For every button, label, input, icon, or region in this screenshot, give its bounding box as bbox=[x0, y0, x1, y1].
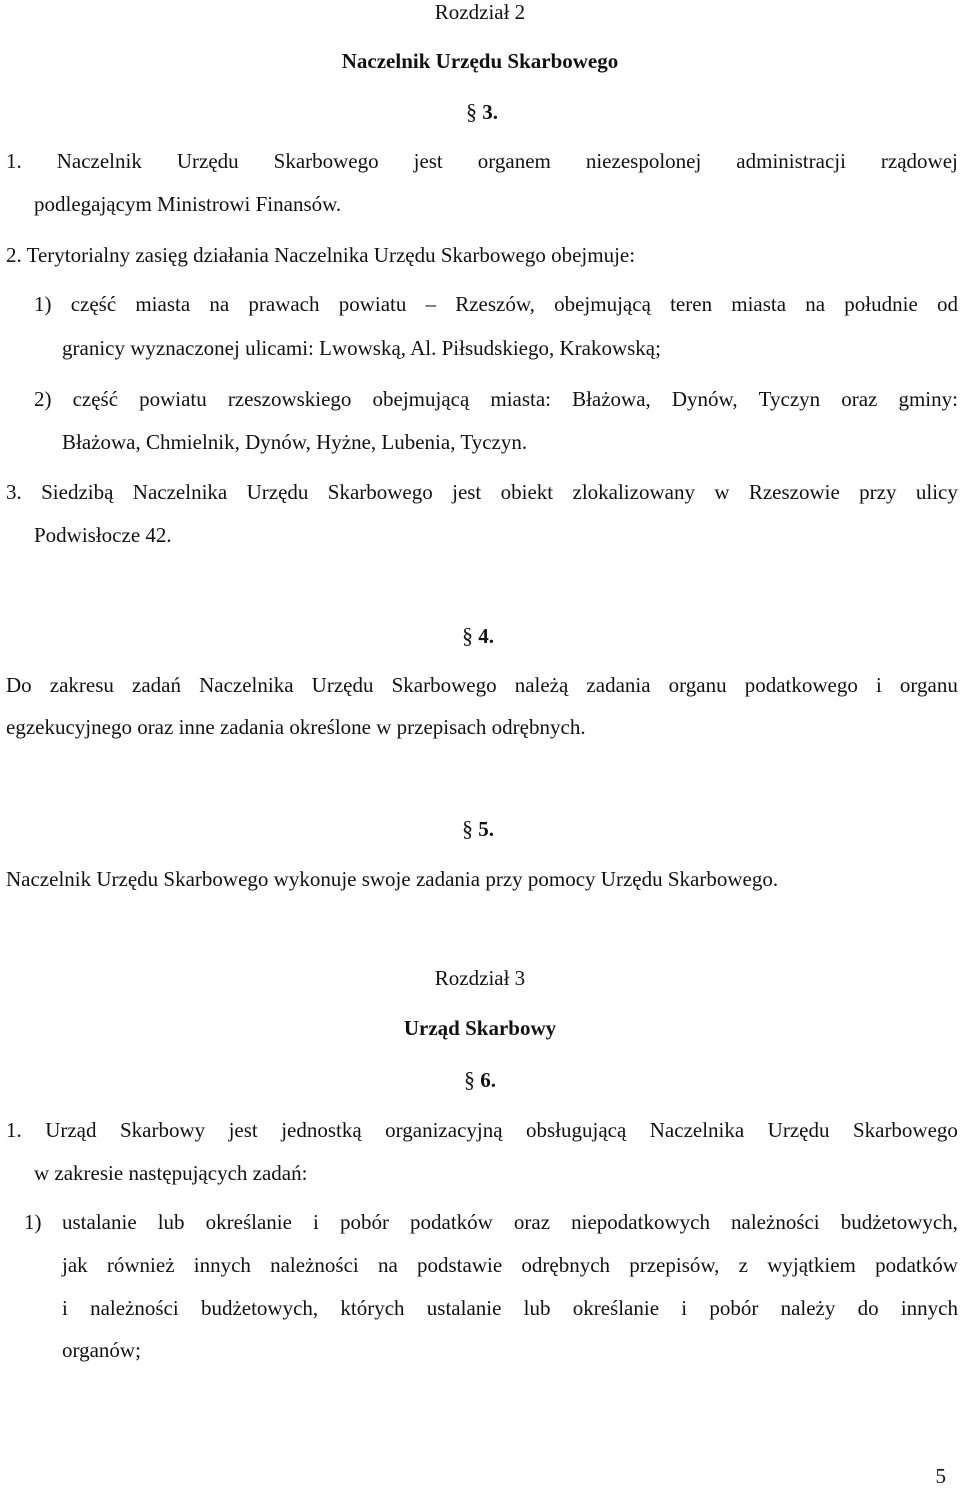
sec3-para3-line2: Podwisłocze 42. bbox=[34, 523, 172, 547]
word: przy bbox=[859, 480, 897, 504]
word: Urzędu bbox=[311, 673, 374, 697]
word: przepisów, bbox=[629, 1253, 720, 1277]
sec6-item1-line2 bbox=[62, 1255, 958, 1276]
word: jest bbox=[413, 149, 443, 173]
word: niezespolonej bbox=[585, 149, 702, 173]
word: Naczelnik bbox=[56, 149, 142, 173]
sec5-line1: Naczelnik Urzędu Skarbowego wykonuje swoje zadania przy pomocy Urzędu Skarbowego. bbox=[6, 867, 779, 891]
word: lub bbox=[523, 1296, 551, 1320]
chapter-2-title: Naczelnik Urzędu Skarbowego bbox=[341, 49, 619, 73]
word: należności bbox=[731, 1210, 820, 1234]
word: 2) bbox=[34, 387, 52, 411]
word: Skarbowego bbox=[852, 1118, 958, 1142]
word: Tyczyn bbox=[758, 387, 821, 411]
word: obejmującą bbox=[554, 292, 651, 316]
word: na bbox=[209, 292, 230, 316]
word: z bbox=[738, 1253, 748, 1277]
word: i bbox=[681, 1296, 688, 1320]
word: jest bbox=[452, 480, 482, 504]
word: należności bbox=[270, 1253, 359, 1277]
sec3-para3-line1 bbox=[6, 482, 958, 503]
word: Naczelnika bbox=[199, 673, 294, 697]
word: Rzeszowie bbox=[748, 480, 840, 504]
sec4-line2: egzekucyjnego oraz inne zadania określone w przepisach odrębnych. bbox=[6, 715, 586, 739]
word: obiekt bbox=[500, 480, 554, 504]
page-number: 5 bbox=[935, 1464, 946, 1488]
word: Skarbowego bbox=[327, 480, 433, 504]
word: Skarbowy bbox=[119, 1118, 206, 1142]
word: jest bbox=[228, 1118, 258, 1142]
section-sign: § bbox=[462, 623, 473, 648]
word: na bbox=[805, 292, 826, 316]
word: na bbox=[377, 1253, 398, 1277]
sec3-para2-line1: 2. Terytorialny zasięg działania Naczelnika Urzędu Skarbowego obejmuje: bbox=[6, 243, 636, 267]
sec6-item1-line4: organów; bbox=[62, 1338, 141, 1362]
sec6-item1-line1 bbox=[62, 1212, 958, 1233]
word: Urzędu bbox=[246, 480, 309, 504]
section-number: 3. bbox=[482, 100, 498, 124]
word: budżetowych, bbox=[200, 1296, 319, 1320]
word: Skarbowego bbox=[273, 149, 379, 173]
word: budżetowych, bbox=[840, 1210, 958, 1234]
word: miasta: bbox=[490, 387, 552, 411]
word: – bbox=[425, 292, 437, 316]
word: ustalanie bbox=[62, 1210, 137, 1234]
word: odrębnych bbox=[521, 1253, 611, 1277]
section-3-heading bbox=[466, 101, 498, 123]
word: Urzędu bbox=[767, 1118, 830, 1142]
word: miasta bbox=[731, 292, 787, 316]
word: powiatu bbox=[139, 387, 207, 411]
word: Rzeszów, bbox=[455, 292, 535, 316]
word: zadań bbox=[132, 673, 181, 697]
word: prawach bbox=[248, 292, 320, 316]
word: Urzędu bbox=[176, 149, 239, 173]
sec6-item1-line3 bbox=[62, 1298, 958, 1319]
word: organem bbox=[477, 149, 551, 173]
word: organu bbox=[668, 673, 727, 697]
word: część bbox=[70, 292, 117, 316]
section-6-heading bbox=[464, 1069, 496, 1091]
sec3-item2-line1 bbox=[34, 389, 958, 410]
chapter-3-heading: Rozdział 3 bbox=[434, 966, 526, 990]
word: niepodatkowych bbox=[571, 1210, 710, 1234]
word: i bbox=[313, 1210, 319, 1234]
word: i bbox=[875, 673, 882, 697]
word: należy bbox=[780, 1296, 836, 1320]
sec6-item1-number: 1) bbox=[24, 1210, 42, 1234]
word: powiatu bbox=[338, 292, 407, 316]
sec3-item1-line2: granicy wyznaczonej ulicami: Lwowską, Al. Piłsudskiego, Krakowską; bbox=[62, 336, 661, 360]
word: w bbox=[714, 480, 730, 504]
chapter-3-title: Urząd Skarbowy bbox=[403, 1016, 557, 1040]
word: rządowej bbox=[880, 149, 958, 173]
word: innych bbox=[900, 1296, 958, 1320]
word: Dynów, bbox=[671, 387, 738, 411]
word: ustalanie bbox=[426, 1296, 502, 1320]
word: zakresu bbox=[49, 673, 114, 697]
word: organizacyjną bbox=[385, 1118, 503, 1142]
sec3-para1-line1 bbox=[6, 151, 958, 172]
word: rzeszowskiego bbox=[227, 387, 352, 411]
word: podatków bbox=[875, 1253, 958, 1277]
word: pobór bbox=[339, 1210, 389, 1234]
section-5-heading bbox=[462, 818, 494, 840]
word: należności bbox=[90, 1296, 179, 1320]
word: od bbox=[936, 292, 958, 316]
word: zadania bbox=[586, 673, 651, 697]
word: określanie bbox=[205, 1210, 292, 1234]
word: lub bbox=[157, 1210, 185, 1234]
word: Do bbox=[6, 673, 32, 697]
word: teren bbox=[670, 292, 713, 316]
sec6-para1-line2: w zakresie następujących zadań: bbox=[34, 1161, 308, 1185]
word: administracji bbox=[736, 149, 846, 173]
word: obejmującą bbox=[372, 387, 470, 411]
word: określanie bbox=[572, 1296, 660, 1320]
sec6-para1-line1 bbox=[6, 1120, 958, 1141]
word: Siedzibą bbox=[41, 480, 114, 504]
word: pobór bbox=[709, 1296, 759, 1320]
word: wyjątkiem bbox=[767, 1253, 856, 1277]
word: oraz bbox=[513, 1210, 551, 1234]
word: organu bbox=[899, 673, 958, 697]
word: Skarbowego bbox=[391, 673, 497, 697]
word: 1) bbox=[34, 292, 52, 316]
word: należą bbox=[514, 673, 569, 697]
word: 1. bbox=[6, 1118, 22, 1142]
word: jednostką bbox=[281, 1118, 362, 1142]
word: 3. bbox=[6, 480, 22, 504]
word: miasta bbox=[135, 292, 191, 316]
word: ulicy bbox=[915, 480, 958, 504]
section-sign: § bbox=[464, 1067, 475, 1092]
section-number: 4. bbox=[478, 624, 494, 648]
word: południe bbox=[844, 292, 918, 316]
word: do bbox=[857, 1296, 879, 1320]
sec3-item1-line1 bbox=[34, 294, 958, 315]
section-sign: § bbox=[466, 99, 477, 124]
section-number: 5. bbox=[478, 817, 494, 841]
chapter-2-heading: Rozdział 2 bbox=[434, 0, 526, 24]
word: Naczelnika bbox=[649, 1118, 745, 1142]
word: Naczelnika bbox=[132, 480, 228, 504]
word: 1. bbox=[6, 149, 22, 173]
section-4-heading bbox=[462, 625, 494, 647]
sec4-line1 bbox=[6, 675, 958, 696]
section-number: 6. bbox=[480, 1068, 496, 1092]
word: podatków bbox=[410, 1210, 493, 1234]
sec3-para1-line2: podlegającym Ministrowi Finansów. bbox=[34, 192, 342, 216]
word: Urząd bbox=[45, 1118, 97, 1142]
section-sign: § bbox=[462, 816, 473, 841]
word: i bbox=[62, 1296, 68, 1320]
word: również bbox=[106, 1253, 175, 1277]
word: Błażowa, bbox=[572, 387, 651, 411]
word: innych bbox=[193, 1253, 251, 1277]
word: gminy: bbox=[898, 387, 958, 411]
word: obsługującą bbox=[526, 1118, 627, 1142]
word: oraz bbox=[841, 387, 878, 411]
sec3-item2-line2: Błażowa, Chmielnik, Dynów, Hyżne, Lubenia, Tyczyn. bbox=[62, 430, 528, 454]
word: zlokalizowany bbox=[572, 480, 695, 504]
word: podatkowego bbox=[744, 673, 858, 697]
word: jak bbox=[62, 1253, 88, 1277]
word: część bbox=[72, 387, 119, 411]
word: których bbox=[340, 1296, 405, 1320]
word: podstawie bbox=[417, 1253, 503, 1277]
